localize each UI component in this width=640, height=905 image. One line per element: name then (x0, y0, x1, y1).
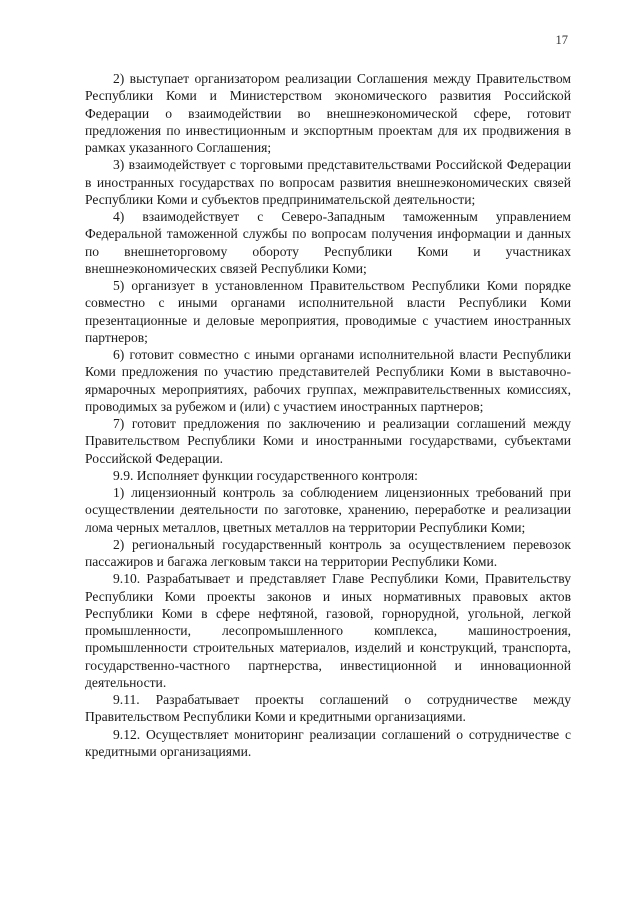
paragraph-9-11: 9.11. Разрабатывает проекты соглашений о сотрудничестве между Правительством Республики Коми и кредитными организациями. (85, 692, 571, 725)
paragraph-item-3: 3) взаимодействует с торговыми представительствами Российской Федерации в иностранных государствах по вопросам развития внешнеэкономических связей Республики Коми и субъектов предпринимательской деятельности; (85, 157, 571, 207)
paragraph-9-9-item-2: 2) региональный государственный контроль за осуществлением перевозок пассажиров и багажа легковым такси на территории Республики Коми. (85, 536, 571, 569)
page-number: 17 (555, 33, 568, 47)
paragraph-item-7: 7) готовит предложения по заключению и реализации соглашений между Правительством Республики Коми и иностранными государствами, субъектами Российской Федерации. (85, 416, 571, 466)
paragraph-item-4: 4) взаимодействует с Северо-Западным таможенным управлением Федеральной таможенной службы по вопросам получения информации и данных по внешнеторговому обороту Республики Коми и участниках внешнеэкономических связей Республики Коми; (85, 209, 571, 276)
paragraph-9-10: 9.10. Разрабатывает и представляет Главе Республики Коми, Правительству Республики Коми проекты законов и иных нормативных правовых актов Республики Коми в сфере нефтяной, газовой, горнорудной, угольной, легкой промышленности, лесопромышленного комплекса, машиностроения, промышленности строительных материалов, изделий и конструкций, транспорта, государственно-частного партнерства, инвестиционной и инновационной деятельности. (85, 571, 571, 690)
paragraph-9-9: 9.9. Исполняет функции государственного контроля: (113, 467, 418, 483)
paragraph-item-2: 2) выступает организатором реализации Соглашения между Правительством Республики Коми и Министерством экономического развития Российской Федерации о взаимодействии во внешнеэкономической сфере, готовит предложения по инвестиционным и экспортным проектам для их продвижения в рамках указанного Соглашения; (85, 71, 571, 155)
paragraph-9-9-item-1: 1) лицензионный контроль за соблюдением лицензионных требований при осуществлении деятельности по заготовке, хранению, переработке и реализации лома черных металлов, цветных металлов на территории Республики Коми; (85, 485, 571, 535)
document-body (85, 70, 571, 760)
paragraph-9-12: 9.12. Осуществляет мониторинг реализации соглашений о сотрудничестве с кредитными организациями. (85, 726, 571, 759)
paragraph-item-6: 6) готовит совместно с иными органами исполнительной власти Республики Коми предложения по участию представителей Республики Коми в выставочно-ярмарочных мероприятиях, рабочих группах, межправительственных комиссиях, проводимых за рубежом и (или) с участием иностранных партнеров; (85, 347, 571, 414)
paragraph-item-5: 5) организует в установленном Правительством Республики Коми порядке совместно с иными органами исполнительной власти Республики Коми презентационные и деловые мероприятия, проводимые с участием иностранных партнеров; (85, 278, 571, 345)
